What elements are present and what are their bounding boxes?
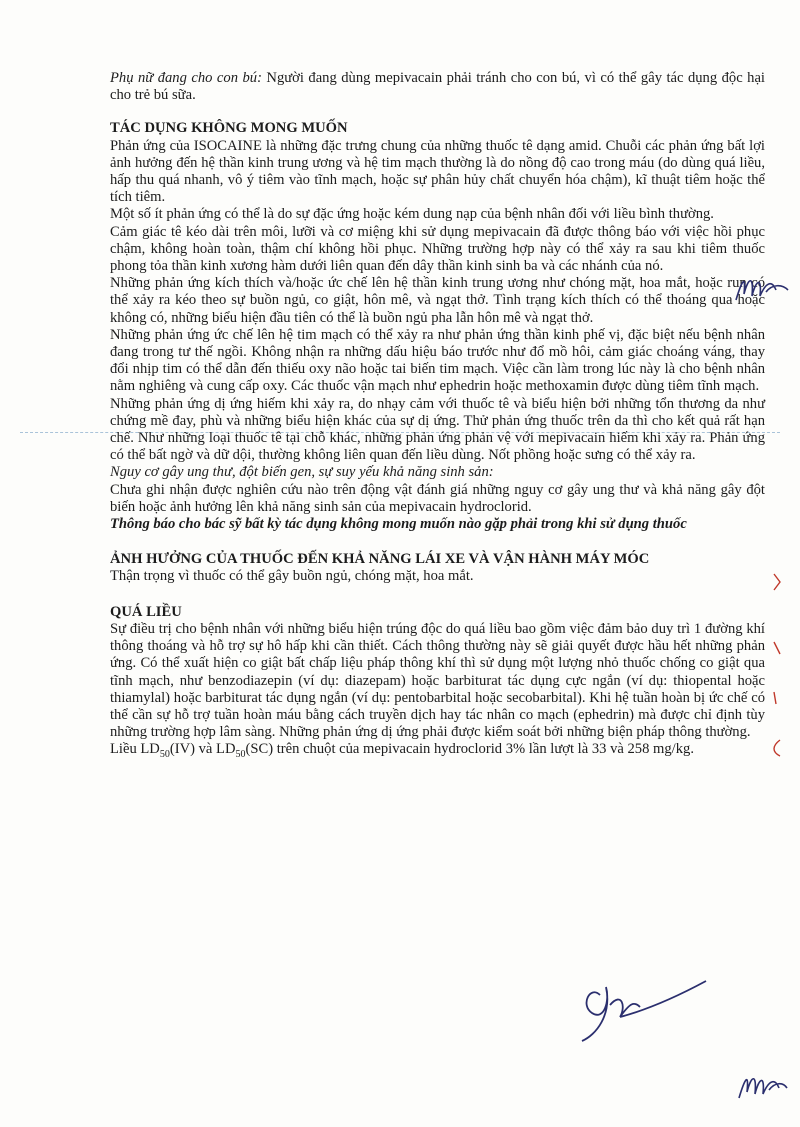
paragraph	[110, 327, 765, 396]
paragraph-text: Một số ít phản ứng có thể là do sự đặc ứng hoặc kém dung nạp của bệnh nhân đối với liều bình thường.	[110, 206, 714, 223]
paragraph	[110, 621, 765, 741]
section-heading: QUÁ LIỀU	[110, 603, 182, 620]
paragraph-label: Nguy cơ gây ung thư, đột biến gen, sự suy yếu khả năng sinh sản:	[110, 464, 494, 481]
ld50-subscript-2: 50	[235, 749, 246, 761]
paragraph-text: Sự điều trị cho bệnh nhân với những biểu hiện trúng độc do quá liều bao gồm việc đảm bảo duy trì 1 đường khí thông thoáng và hỗ trợ sự hô hấp khi cần thiết. Cách thông thường này sẽ giải quyết được hầu hết những phản ứng. Có thể xuất hiện co giật bất chấp liệu pháp thông khí thì sử dụng một lượng nhỏ thuốc chống co giật qua tĩnh mạch, như benzodiazepin (ví dụ: diazepam) hoặc barbiturat tác dụng cực ngắn (ví dụ: thiopental hoặc thiamylal) hoặc barbiturat tác dụng ngắn (ví dụ: pentobarbital hoặc secobarbital). Khi hệ tuần hoàn bị ức chế có thể cần sự hỗ trợ tuần hoàn máu bằng cách truyền dịch hay tác nhân co mạch (ephedrin) mà được chỉ định tùy những trường hợp lâm sàng. Những phản ứng dị ứng phải được kiểm soát bởi những biện pháp thông thường.	[110, 620, 765, 741]
section-heading: ẢNH HƯỞNG CỦA THUỐC ĐẾN KHẢ NĂNG LÁI XE VÀ VẬN HÀNH MÁY MÓC	[110, 551, 650, 568]
paragraph-text: Chưa ghi nhận được nghiên cứu nào trên động vật đánh giá những nguy cơ gây ung thư và khả năng gây đột biến hoặc ảnh hưởng lên khả năng sinh sản của mepivacain hydroclorid.	[110, 481, 765, 515]
paragraph-text: Thận trọng vì thuốc có thể gây buồn ngủ, chóng mặt, hoa mắt.	[110, 568, 474, 585]
red-margin-mark-1	[770, 572, 784, 592]
paragraph	[110, 275, 765, 327]
margin-initials-top	[732, 270, 792, 306]
paragraph-text: Những phản ứng dị ứng hiếm khi xảy ra, do nhạy cảm với thuốc tê và biểu hiện bởi những tổn thương da như chứng mề đay, phù và những biểu hiện khác của sự dị ứng. Thử phản ứng thuốc trên da thì cho kết quả rất hạn chế. Như những loại thuốc tê tại chỗ khác, những phản ứng phản vệ với mepivacain hiếm khi xảy ra. Phản ứng có thể bất ngờ và dữ dội, thường không liên quan đến liều dùng. Nốt phồng hoặc sưng có thể xảy ra.	[110, 395, 765, 464]
paragraph-label: Phụ nữ đang cho con bú:	[110, 70, 262, 86]
paragraph	[110, 70, 765, 104]
red-margin-mark-2	[768, 690, 782, 706]
paragraph	[110, 396, 765, 465]
paragraph	[110, 224, 765, 276]
ld50-paragraph	[110, 741, 765, 761]
ld50-subscript: 50	[159, 749, 170, 761]
paragraph-text: Người đang dùng mepivacain phải tránh cho con bú, vì có thể gây tác dụng độc hại cho trẻ bú sữa.	[110, 70, 765, 104]
section-heading: TÁC DỤNG KHÔNG MONG MUỐN	[110, 120, 348, 137]
red-margin-mark-3	[770, 738, 784, 758]
paragraph	[110, 482, 765, 516]
paragraph-text: Những phản ứng ức chế lên hệ tim mạch có thể xảy ra như phản ứng thần kinh phế vị, đặc biệt nếu bệnh nhân đang trong tư thế ngồi. Không nhận ra những dấu hiệu báo trước như đổ mồ hôi, cảm giác choáng váng, thay đổi nhịp tim có thể dẫn đến thiếu oxy não hoặc tai biến tim mạch. Việc cần làm trong lúc này là cho bệnh nhân nằm nghiêng và cung cấp oxy. Các thuốc vận mạch như ephedrin hoặc methoxamin được dùng tiêm tĩnh mạch.	[110, 326, 765, 395]
ld50-route-iv: (IV) và LD	[169, 741, 236, 758]
signature	[560, 965, 710, 1045]
paragraph-text: Những phản ứng kích thích và/hoặc ức chế lên hệ thần kinh trung ương như chóng mặt, hoa mắt, hoặc run có thể xảy ra kéo theo sự buồn ngủ, co giật, hôn mê, và ngạt thở. Tình trạng kích thích có thể thoáng qua hoặc không có, những biểu hiện đầu tiên có thể là buồn ngủ pha lẫn hôn mê và ngạt thở.	[110, 275, 765, 326]
paragraph	[110, 138, 765, 207]
document-body	[110, 70, 765, 759]
ld50-route-sc: (SC) trên chuột của mepivacain hydroclorid 3% lần lượt là 33 và 258 mg/kg.	[245, 741, 694, 758]
notice-text: Thông báo cho bác sỹ bất kỳ tác dụng không mong muốn nào gặp phải trong khi sử dụng thuốc	[110, 516, 687, 533]
paragraph	[110, 464, 765, 481]
margin-initials-bottom	[735, 1068, 791, 1104]
paragraph	[110, 206, 765, 223]
paragraph	[110, 516, 765, 533]
red-margin-mark-4	[770, 640, 784, 656]
ld50-prefix: Liều LD	[110, 741, 160, 758]
paragraph-text: Phản ứng của ISOCAINE là những đặc trưng chung của những thuốc tê dạng amid. Chuỗi các phản ứng bất lợi ảnh hưởng đến hệ thần kinh trung ương và hệ tim mạch thường là do nồng độ cao trong máu (do dùng quá liều, hấp thu quá nhanh, vô ý tiêm vào tĩnh mạch, hoặc sự phân hủy chất chuyển hóa chậm), kĩ thuật tiêm hoặc thể tích tiêm.	[110, 137, 765, 206]
paragraph	[110, 568, 765, 585]
paragraph-text: Cảm giác tê kéo dài trên môi, lưỡi và cơ miệng khi sử dụng mepivacain đã được thông báo với việc hồi phục chậm, không hoàn toàn, thậm chí không hồi phục. Những trường hợp này có thể xảy ra sau khi tiêm thuốc phong tỏa thần kinh xương hàm dưới liên quan đến dây thần kinh sinh ba và các nhánh của nó.	[110, 223, 765, 275]
